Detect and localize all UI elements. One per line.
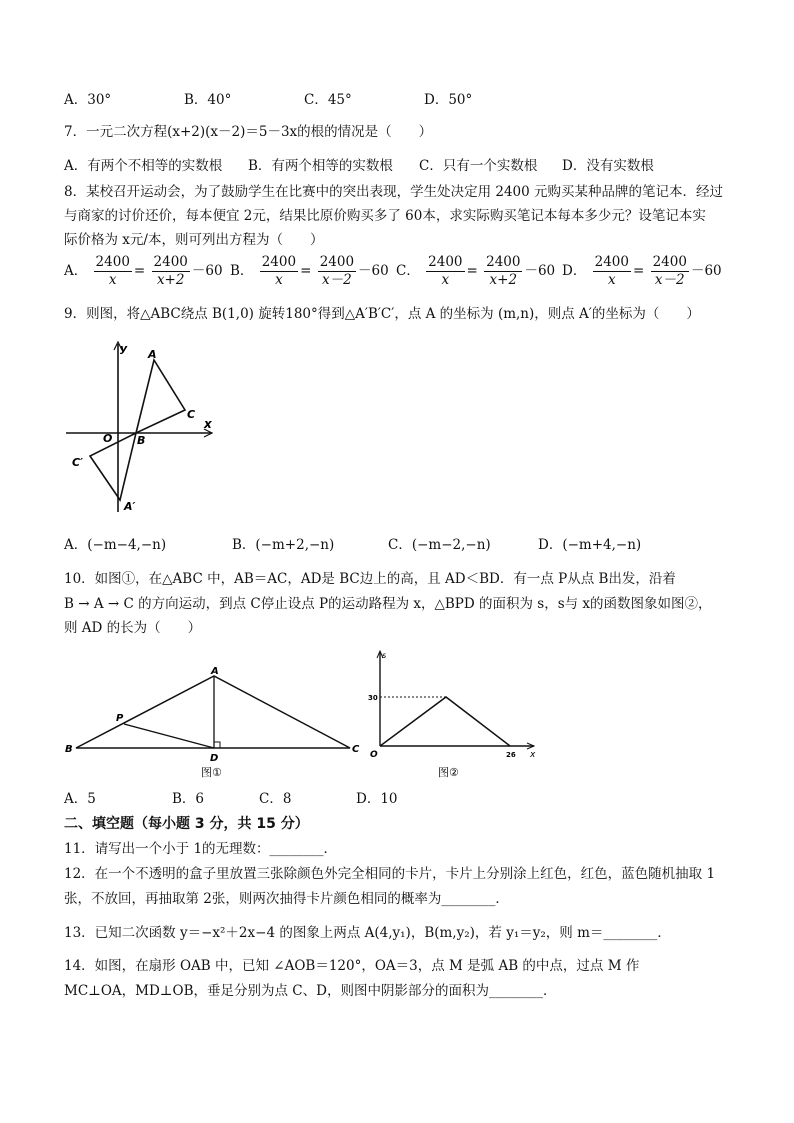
q8-option-d: D． $\frac{2400}{x}$ = $\frac{2400}{x-2}$ －60 [562, 254, 722, 288]
label-d: D [210, 753, 219, 764]
q8-option-b: B． $\frac{2400}{x}$ = $\frac{2400}{x-2}$ －60 [230, 254, 389, 288]
fraction: $\frac{2400}{x-2}$ [652, 254, 687, 288]
q12-line-1: 12．在一个不透明的盒子里放置三张除颜色外完全相同的卡片，卡片上分别涂上红色，红色，蓝色随机抽取 1 [64, 866, 716, 882]
figure-1-caption: 图① [201, 766, 222, 779]
q9-figure [62, 338, 222, 518]
q6-option-a: A．30° [64, 92, 112, 108]
q10-stem-line-3: 则 AD 的长为（ ） [64, 620, 202, 636]
q6-option-d: D．50° [424, 92, 473, 108]
label-s: s [382, 651, 387, 660]
triangle-abc-rotated [90, 433, 136, 500]
label-c: C [352, 744, 360, 755]
q12-line-2: 张，不放回，再抽取第 2张，则两次抽得卡片颜色相同的概率为________． [64, 891, 509, 907]
fraction: $\frac{2400}{x}$ [594, 254, 629, 288]
s-graph [380, 697, 510, 746]
label-26: 26 [506, 751, 516, 759]
q10-option-d: D．10 [356, 791, 398, 807]
q10-option-a: A．5 [64, 791, 96, 807]
triangle-abc [76, 676, 350, 748]
label-a: A [148, 348, 157, 361]
fraction: $\frac{2400}{x}$ [95, 254, 130, 288]
q9-option-a: A．(−m−4,−n) [64, 537, 167, 553]
label-c: C [187, 408, 196, 421]
q10-option-b: B．6 [172, 791, 205, 807]
fraction: $\frac{2400}{x+2}$ [153, 254, 188, 288]
q8-option-b-label: B． [230, 263, 254, 279]
segment-pd [124, 724, 214, 748]
label-x: x [530, 750, 536, 760]
q8-stem-line-2: 与商家的讨价还价，每本便宜 2元，结果比原价购买多了 60本，求实际购买笔记本每本多少元？设笔记本实 [64, 208, 706, 224]
q8-option-c: C． $\frac{2400}{x}$ = $\frac{2400}{x+2}$ －60 [396, 254, 556, 288]
q8-stem-line-1: 8．某校召开运动会，为了鼓励学生在比赛中的突出表现，学生处决定用 2400 元购买某种品牌的笔记本．经过 [64, 184, 724, 200]
q6-option-b: B．40° [184, 92, 232, 108]
q7-option-a: A．有两个不相等的实数根 [64, 158, 223, 174]
label-b: B [65, 744, 73, 755]
q9-option-d: D．(−m+4,−n) [538, 537, 642, 553]
label-y: y [120, 342, 128, 355]
fraction: $\frac{2400}{x}$ [428, 254, 463, 288]
q7-option-c: C．只有一个实数根 [419, 158, 538, 174]
q7-stem: 7．一元二次方程(x+2)(x－2)＝5－3x的根的情况是（ ） [64, 124, 433, 140]
label-o: O [370, 750, 378, 760]
q8-option-a: A． $\frac{2400}{x}$ = $\frac{2400}{x+2}$ －60 [64, 254, 223, 288]
q9-stem: 9．则图，将△ABC绕点 B(1,0) 旋转180°得到△A′B′C′，点 A 的坐标为 (m,n)，则点 A′的坐标为（ ） [64, 306, 700, 322]
q10-option-c: C．8 [259, 791, 292, 807]
q10-stem-line-1: 10．如图①，在△ABC 中，AB＝AC，AD是 BC边上的高，且 AD＜BD．有一点 P从点 B出发，沿着 [64, 571, 676, 587]
label-a-prime: A′ [124, 500, 136, 513]
q10-stem-line-2: B → A → C 的方向运动，到点 C停止设点 P的运动路程为 x，△BPD 的面积为 s，s与 x的函数图象如图②， [64, 596, 712, 612]
fraction: $\frac{2400}{x+2}$ [486, 254, 521, 288]
triangle-abc [136, 360, 185, 433]
label-x: x [204, 417, 212, 431]
q8-stem-line-3: 际价格为 x元/本，则可列出方程为（ ） [64, 232, 324, 248]
q7-option-b: B．有两个相等的实数根 [248, 158, 393, 174]
section-2-heading: 二、填空题（每小题 3 分，共 15 分） [64, 816, 309, 832]
label-b: B [137, 434, 146, 447]
q13: 13．已知二次函数 y＝−x²＋2x−4 的图象上两点 A(4,y₁)，B(m,y₂)，若 y₁＝y₂，则 m＝________． [64, 925, 671, 941]
fraction: $\frac{2400}{x}$ [261, 254, 297, 288]
label-p: P [116, 713, 124, 724]
q7-option-d: D．没有实数根 [562, 158, 654, 174]
q10-figure-2 [366, 646, 542, 780]
q14-line-1: 14．如图，在扇形 OAB 中，已知 ∠AOB＝120°，OA＝3，点 M 是弧 AB 的中点，过点 M 作 [64, 958, 640, 974]
right-angle-mark [214, 742, 220, 748]
q9-option-b: B．(−m+2,−n) [232, 537, 335, 553]
q9-option-c: C．(−m−2,−n) [388, 537, 491, 553]
q6-option-c: C．45° [304, 92, 352, 108]
q8-option-d-label: D． [562, 263, 587, 279]
figure-2-caption: 图② [438, 766, 459, 779]
label-a: A [211, 666, 219, 677]
q14-line-2: MC⊥OA，MD⊥OB，垂足分别为点 C、D，则图中阴影部分的面积为________． [64, 983, 557, 999]
label-30: 30 [368, 694, 378, 702]
q11: 11．请写出一个小于 1的无理数：________． [64, 841, 338, 857]
q10-figure-1 [60, 664, 370, 780]
label-c-prime: C′ [72, 456, 83, 469]
q8-option-c-label: C． [396, 263, 420, 279]
label-o: O [103, 432, 113, 445]
fraction: $\frac{2400}{x-2}$ [319, 254, 355, 288]
q8-option-a-label: A． [64, 263, 88, 279]
